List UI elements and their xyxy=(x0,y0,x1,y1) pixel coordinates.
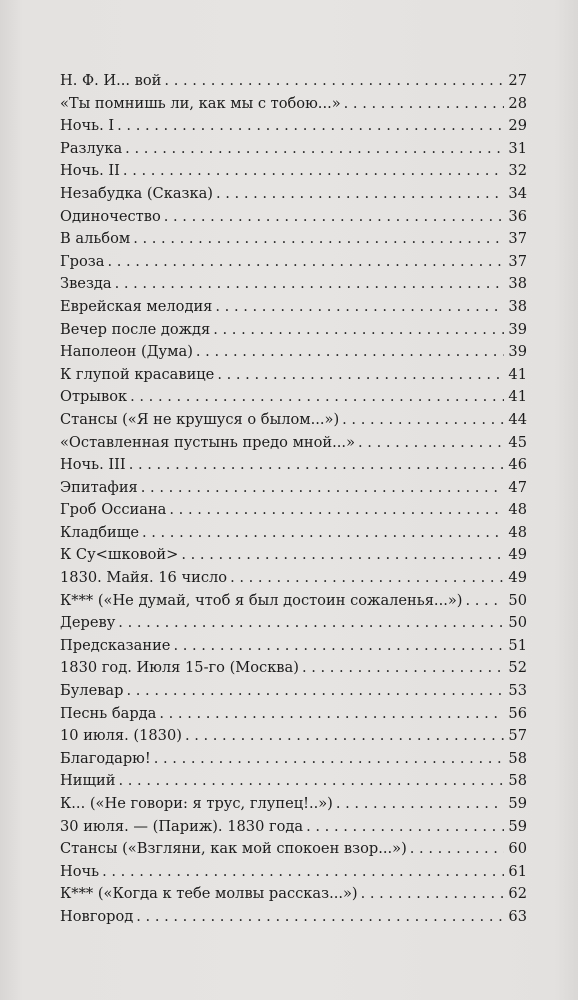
toc-entry-title: Н. Ф. И... вой xyxy=(60,72,162,89)
toc-entry-title: К Су<шковой> xyxy=(60,546,179,564)
toc-entry xyxy=(60,364,527,387)
toc-entry-page-number: 32 xyxy=(508,162,527,180)
toc-entry-page-number: 47 xyxy=(508,478,527,496)
toc-entry-title: Одиночество xyxy=(60,207,161,225)
toc-entry xyxy=(60,770,527,793)
toc-entry xyxy=(60,341,527,364)
dot-leader xyxy=(102,861,504,884)
toc-entry-title: Кладбище xyxy=(60,523,139,541)
toc-entry-title: 1830 год. Июля 15-го (Москва) xyxy=(60,659,299,677)
dot-leader xyxy=(230,567,504,590)
toc-entry-title: 30 июля. — (Париж). 1830 года xyxy=(60,817,304,835)
dot-leader xyxy=(130,386,504,409)
toc-entry xyxy=(60,273,527,296)
dot-leader xyxy=(118,612,504,635)
dot-leader xyxy=(217,364,504,387)
toc-entry-title: 10 июля. (1830) xyxy=(60,727,182,745)
toc-entry-title: «Ты помнишь ли, как мы с тобою...» xyxy=(60,94,341,112)
toc-entry-page-number: 37 xyxy=(508,230,527,248)
dot-leader xyxy=(344,93,504,116)
dot-leader xyxy=(107,251,504,274)
dot-leader xyxy=(142,522,504,545)
toc-entry xyxy=(60,816,527,839)
toc-entry-title: Ночь. I xyxy=(60,117,115,135)
toc-entry-title: К глупой красавице xyxy=(60,365,215,383)
toc-entry-title: К*** («Не думай, чтоб я был достоин сожаленья...») xyxy=(60,591,463,609)
toc-entry-page-number: 60 xyxy=(508,840,527,858)
toc-entry-page-number: 36 xyxy=(508,207,527,225)
toc-entry-page-number: 53 xyxy=(508,682,527,700)
dot-leader xyxy=(117,115,504,138)
toc-entry-title: Ночь xyxy=(60,862,100,880)
toc-entry-title: «Оставленная пустынь предо мной...» xyxy=(60,433,356,451)
toc-entry xyxy=(60,319,527,342)
dot-leader xyxy=(126,680,504,703)
toc-entry-title: К*** («Когда к тебе молвы рассказ...») xyxy=(60,885,358,903)
dot-leader xyxy=(306,816,504,839)
toc-entry-page-number: 56 xyxy=(508,704,527,722)
toc-entry-page-number: 46 xyxy=(508,456,527,474)
toc-entry-page-number: 58 xyxy=(508,772,527,790)
dot-leader xyxy=(164,70,504,93)
dot-leader xyxy=(118,770,504,793)
table-of-contents xyxy=(60,70,527,929)
toc-entry-page-number: 49 xyxy=(508,546,527,564)
toc-entry-page-number: 38 xyxy=(508,275,527,293)
toc-entry xyxy=(60,499,527,522)
toc-entry-title: Ночь. III xyxy=(60,456,126,474)
toc-entry xyxy=(60,657,527,680)
toc-entry xyxy=(60,138,527,161)
toc-entry-page-number: 50 xyxy=(508,591,527,609)
toc-entry-page-number: 59 xyxy=(508,817,527,835)
toc-entry xyxy=(60,115,527,138)
toc-entry xyxy=(60,612,527,635)
toc-entry-title: Наполеон (Дума) xyxy=(60,343,193,361)
toc-entry-title: Нищий xyxy=(60,772,116,790)
dot-leader xyxy=(141,477,504,500)
toc-entry xyxy=(60,906,527,929)
toc-entry-title: Разлука xyxy=(60,139,123,157)
toc-entry-page-number: 57 xyxy=(508,727,527,745)
toc-entry-page-number: 27 xyxy=(508,72,527,89)
toc-entry-page-number: 37 xyxy=(508,252,527,270)
toc-entry-title: К... («Не говори: я трус, глупец!..») xyxy=(60,795,333,812)
toc-entry xyxy=(60,160,527,183)
dot-leader xyxy=(302,657,504,680)
toc-entry-title: Незабудка (Сказка) xyxy=(60,184,213,202)
toc-entry-title: Эпитафия xyxy=(60,478,138,496)
dot-leader xyxy=(169,499,504,522)
toc-entry-page-number: 48 xyxy=(508,523,527,541)
dot-leader xyxy=(213,319,504,342)
toc-entry xyxy=(60,386,527,409)
toc-entry-page-number: 34 xyxy=(508,184,527,202)
toc-entry-page-number: 52 xyxy=(508,659,527,677)
dot-leader xyxy=(115,273,504,296)
toc-entry-title: Благодарю! xyxy=(60,749,151,767)
toc-entry-page-number: 58 xyxy=(508,749,527,767)
toc-entry xyxy=(60,70,527,93)
toc-entry-title: 1830. Майя. 16 число xyxy=(60,569,228,587)
dot-leader xyxy=(361,883,504,906)
toc-entry-title: Отрывок xyxy=(60,388,128,406)
toc-entry-title: Ночь. II xyxy=(60,162,120,180)
toc-entry xyxy=(60,725,527,748)
toc-entry xyxy=(60,409,527,432)
toc-entry xyxy=(60,522,527,545)
dot-leader xyxy=(129,454,504,477)
dot-leader xyxy=(133,228,504,251)
toc-entry-title: Стансы («Я не крушуся о былом...») xyxy=(60,410,340,428)
toc-entry xyxy=(60,861,527,884)
toc-entry-title: Гроза xyxy=(60,252,105,270)
dot-leader xyxy=(164,206,504,229)
toc-entry-title: Булевар xyxy=(60,682,124,700)
toc-entry xyxy=(60,793,527,816)
toc-entry-page-number: 48 xyxy=(508,501,527,519)
toc-entry-title: Гроб Оссиана xyxy=(60,501,167,519)
toc-entry-title: Еврейская мелодия xyxy=(60,297,213,315)
toc-entry-title: Дереву xyxy=(60,614,116,632)
toc-entry xyxy=(60,93,527,116)
toc-entry xyxy=(60,296,527,319)
dot-leader xyxy=(125,138,504,161)
toc-entry xyxy=(60,454,527,477)
dot-leader xyxy=(185,725,504,748)
dot-leader xyxy=(336,793,504,816)
toc-entry xyxy=(60,590,527,613)
toc-entry-page-number: 50 xyxy=(508,614,527,632)
toc-entry-title: Стансы («Взгляни, как мой спокоен взор...») xyxy=(60,840,407,858)
toc-entry-page-number: 51 xyxy=(508,636,527,654)
toc-entry xyxy=(60,228,527,251)
toc-entry-page-number: 39 xyxy=(508,320,527,338)
toc-entry xyxy=(60,680,527,703)
toc-entry xyxy=(60,567,527,590)
toc-entry-page-number: 41 xyxy=(508,365,527,383)
dot-leader xyxy=(342,409,504,432)
dot-leader xyxy=(154,748,504,771)
dot-leader xyxy=(181,544,504,567)
toc-entry-page-number: 31 xyxy=(508,139,527,157)
toc-entry xyxy=(60,883,527,906)
toc-entry xyxy=(60,748,527,771)
dot-leader xyxy=(215,296,504,319)
toc-entry xyxy=(60,703,527,726)
toc-entry xyxy=(60,635,527,658)
toc-entry-page-number: 62 xyxy=(508,885,527,903)
dot-leader xyxy=(465,590,504,613)
toc-entry-page-number: 28 xyxy=(508,94,527,112)
dot-leader xyxy=(216,183,504,206)
toc-entry-page-number: 41 xyxy=(508,388,527,406)
toc-entry-title: Песнь барда xyxy=(60,704,157,722)
dot-leader xyxy=(410,838,504,861)
toc-entry xyxy=(60,477,527,500)
toc-entry xyxy=(60,183,527,206)
toc-entry xyxy=(60,251,527,274)
toc-entry xyxy=(60,544,527,567)
dot-leader xyxy=(173,635,504,658)
toc-entry-page-number: 44 xyxy=(508,410,527,428)
dot-leader xyxy=(123,160,504,183)
toc-entry-page-number: 49 xyxy=(508,569,527,587)
dot-leader xyxy=(358,432,504,455)
dot-leader xyxy=(159,703,504,726)
toc-entry-title: Звезда xyxy=(60,275,112,293)
toc-entry-title: В альбом xyxy=(60,230,131,248)
toc-entry-page-number: 29 xyxy=(508,117,527,135)
toc-entry-title: Предсказание xyxy=(60,636,171,654)
toc-entry-title: Вечер после дождя xyxy=(60,320,211,338)
toc-entry xyxy=(60,838,527,861)
toc-entry-page-number: 39 xyxy=(508,343,527,361)
toc-entry-page-number: 59 xyxy=(508,795,527,812)
toc-entry xyxy=(60,432,527,455)
toc-entry-page-number: 63 xyxy=(508,907,527,925)
toc-entry-title: Новгород xyxy=(60,907,134,925)
dot-leader xyxy=(136,906,504,929)
dot-leader xyxy=(196,341,504,364)
toc-entry-page-number: 45 xyxy=(508,433,527,451)
toc-entry-page-number: 38 xyxy=(508,297,527,315)
toc-entry xyxy=(60,206,527,229)
toc-entry-page-number: 61 xyxy=(508,862,527,880)
